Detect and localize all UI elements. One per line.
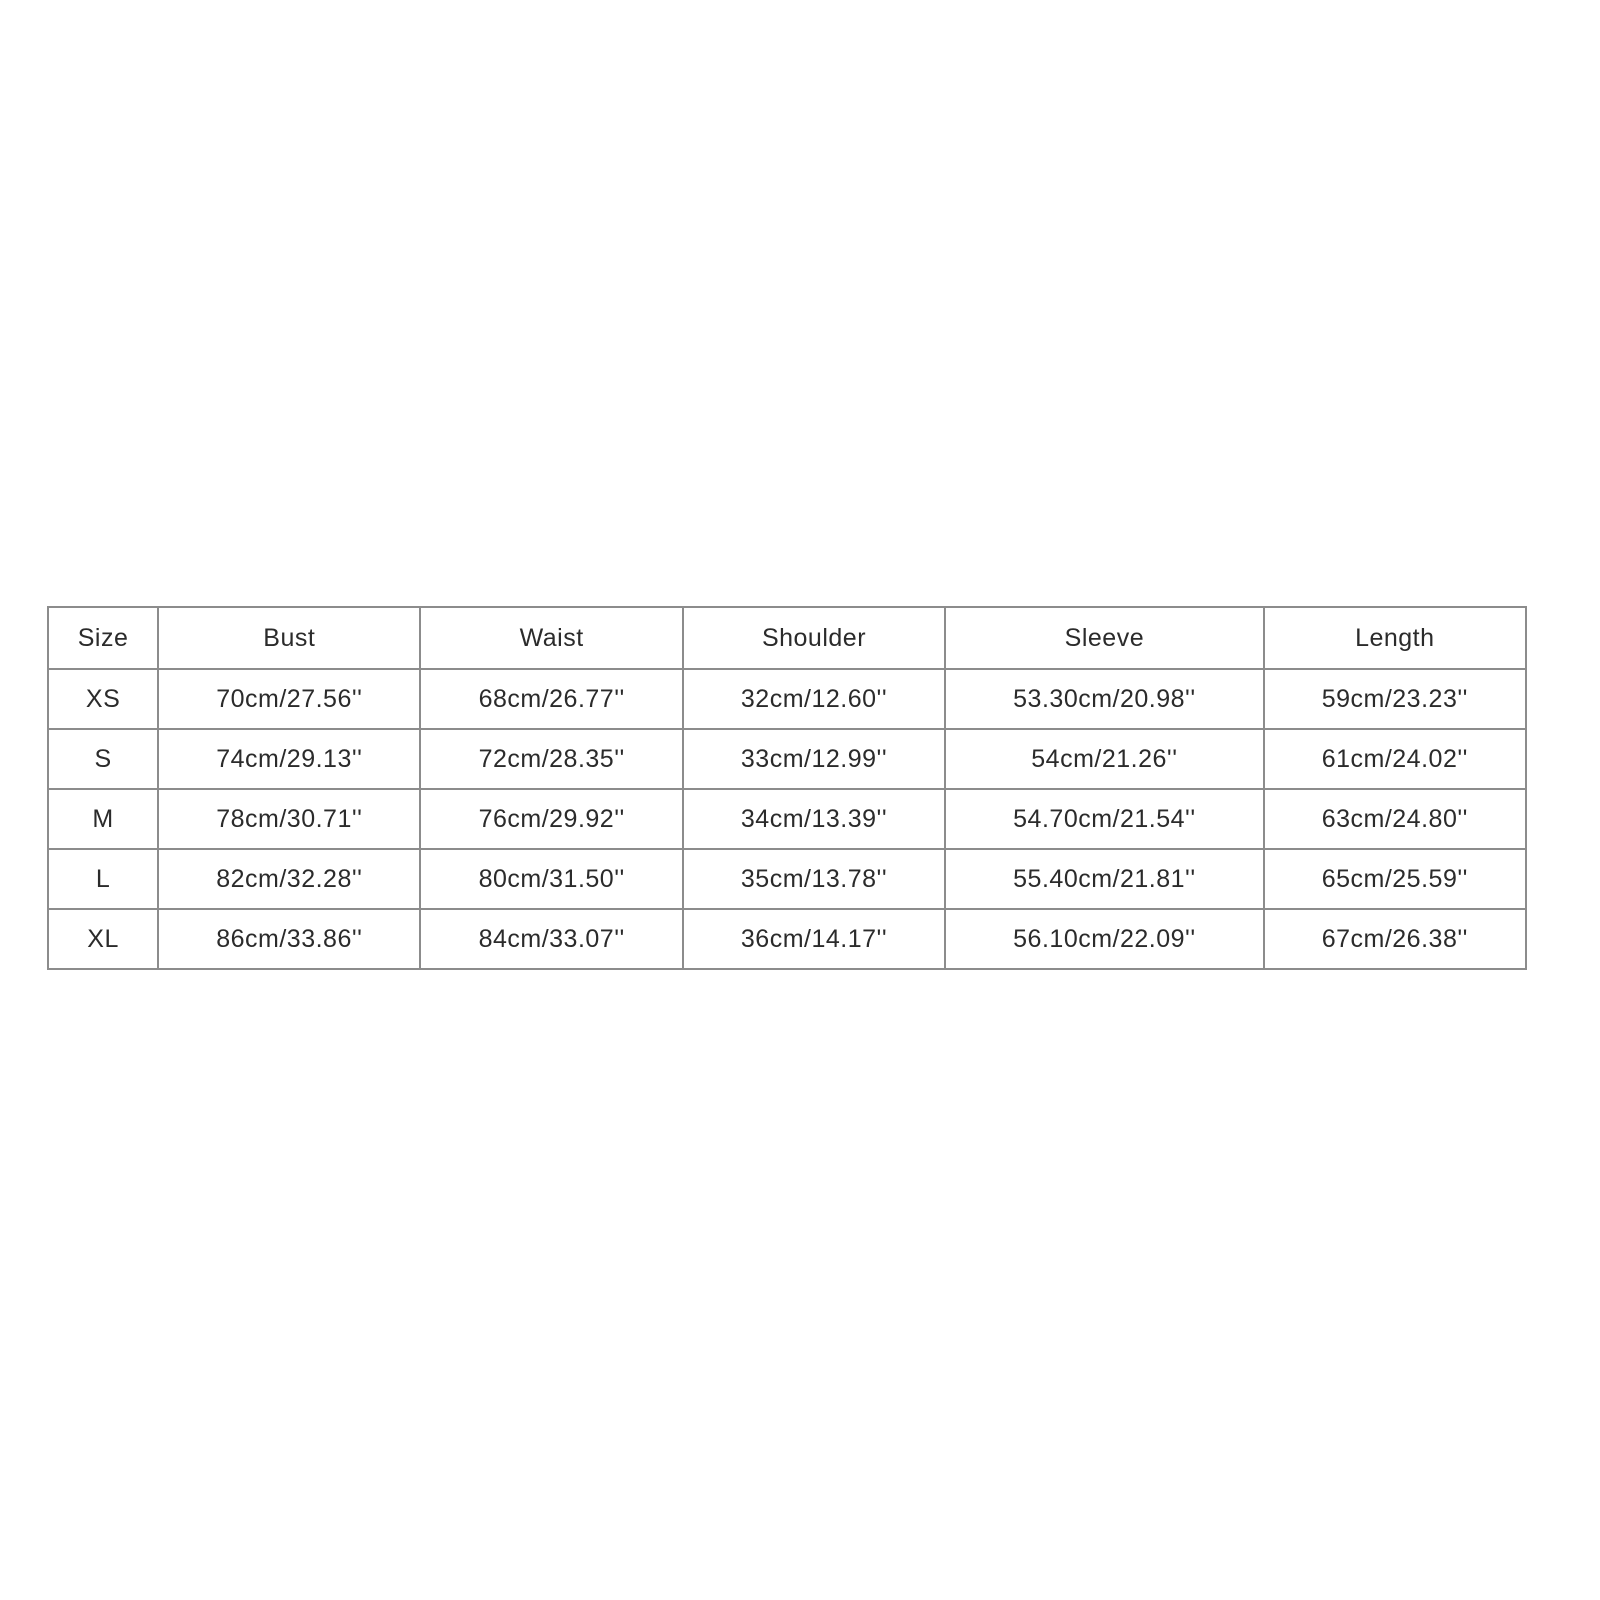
table-row — [48, 849, 1526, 909]
header-length: Length — [1264, 607, 1526, 669]
cell-size: S — [48, 729, 158, 789]
header-size: Size — [48, 607, 158, 669]
cell-size: XS — [48, 669, 158, 729]
cell-length: 61cm/24.02'' — [1264, 729, 1526, 789]
cell-waist: 84cm/33.07'' — [420, 909, 682, 969]
cell-bust: 78cm/30.71'' — [158, 789, 420, 849]
cell-size: XL — [48, 909, 158, 969]
cell-shoulder: 35cm/13.78'' — [683, 849, 945, 909]
cell-bust: 74cm/29.13'' — [158, 729, 420, 789]
header-shoulder: Shoulder — [683, 607, 945, 669]
cell-sleeve: 56.10cm/22.09'' — [945, 909, 1263, 969]
cell-length: 65cm/25.59'' — [1264, 849, 1526, 909]
cell-sleeve: 53.30cm/20.98'' — [945, 669, 1263, 729]
size-chart-table — [47, 606, 1527, 970]
cell-waist: 72cm/28.35'' — [420, 729, 682, 789]
table-row — [48, 789, 1526, 849]
header-waist: Waist — [420, 607, 682, 669]
cell-shoulder: 36cm/14.17'' — [683, 909, 945, 969]
cell-sleeve: 54.70cm/21.54'' — [945, 789, 1263, 849]
table-row — [48, 669, 1526, 729]
cell-waist: 68cm/26.77'' — [420, 669, 682, 729]
table-row — [48, 729, 1526, 789]
cell-shoulder: 34cm/13.39'' — [683, 789, 945, 849]
cell-waist: 76cm/29.92'' — [420, 789, 682, 849]
header-sleeve: Sleeve — [945, 607, 1263, 669]
cell-length: 67cm/26.38'' — [1264, 909, 1526, 969]
cell-shoulder: 32cm/12.60'' — [683, 669, 945, 729]
header-row — [48, 607, 1526, 669]
cell-sleeve: 54cm/21.26'' — [945, 729, 1263, 789]
cell-length: 63cm/24.80'' — [1264, 789, 1526, 849]
cell-bust: 70cm/27.56'' — [158, 669, 420, 729]
cell-bust: 86cm/33.86'' — [158, 909, 420, 969]
table-row — [48, 909, 1526, 969]
cell-shoulder: 33cm/12.99'' — [683, 729, 945, 789]
cell-size: L — [48, 849, 158, 909]
cell-waist: 80cm/31.50'' — [420, 849, 682, 909]
cell-bust: 82cm/32.28'' — [158, 849, 420, 909]
cell-sleeve: 55.40cm/21.81'' — [945, 849, 1263, 909]
header-bust: Bust — [158, 607, 420, 669]
cell-length: 59cm/23.23'' — [1264, 669, 1526, 729]
cell-size: M — [48, 789, 158, 849]
